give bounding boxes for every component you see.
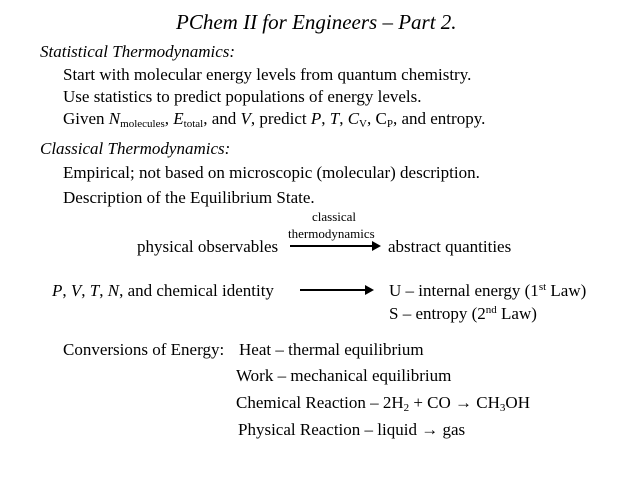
conversion-chemical-reaction: Chemical Reaction – $2H_2$ + CO → $CH_3OH$ (236, 393, 530, 414)
abstract-quantities-label: abstract quantities (388, 237, 512, 256)
entropy-law: S – entropy (2nd Law) (389, 304, 537, 323)
conversions-label: Conversions of Energy: (63, 340, 225, 359)
classical-line-2: Description of the Equilibrium State. (63, 188, 315, 207)
physical-observables-label: physical observables (137, 237, 279, 256)
arrow-label-classical: classical (312, 209, 357, 224)
arrow-label-thermodynamics: thermodynamics (288, 226, 375, 241)
statistical-line-3: Given $N_{molecules}$, $E_{total}$, and V, predict P, T, $C_V$, $C_P$, and entropy. (63, 109, 486, 130)
internal-energy-law: U – internal energy (1st Law) (389, 281, 587, 300)
state-to-energy-arrow (300, 289, 372, 291)
page-title: PChem II for Engineers – Part 2. (176, 10, 457, 34)
classical-line-1: Empirical; not based on microscopic (molecular) description. (63, 163, 480, 182)
conversion-work: Work – mechanical equilibrium (236, 366, 452, 385)
statistical-heading: Statistical Thermodynamics: (40, 42, 236, 61)
conversion-heat: Heat – thermal equilibrium (239, 340, 424, 359)
conversion-physical-reaction: Physical Reaction – liquid → gas (238, 420, 466, 439)
statistical-line-2: Use statistics to predict populations of energy levels. (63, 87, 422, 106)
classical-heading: Classical Thermodynamics: (40, 139, 231, 158)
state-variables-label: P, V, T, N, and chemical identity (52, 281, 274, 300)
classical-thermodynamics-arrow (290, 245, 379, 247)
statistical-line-1: Start with molecular energy levels from quantum chemistry. (63, 65, 472, 84)
